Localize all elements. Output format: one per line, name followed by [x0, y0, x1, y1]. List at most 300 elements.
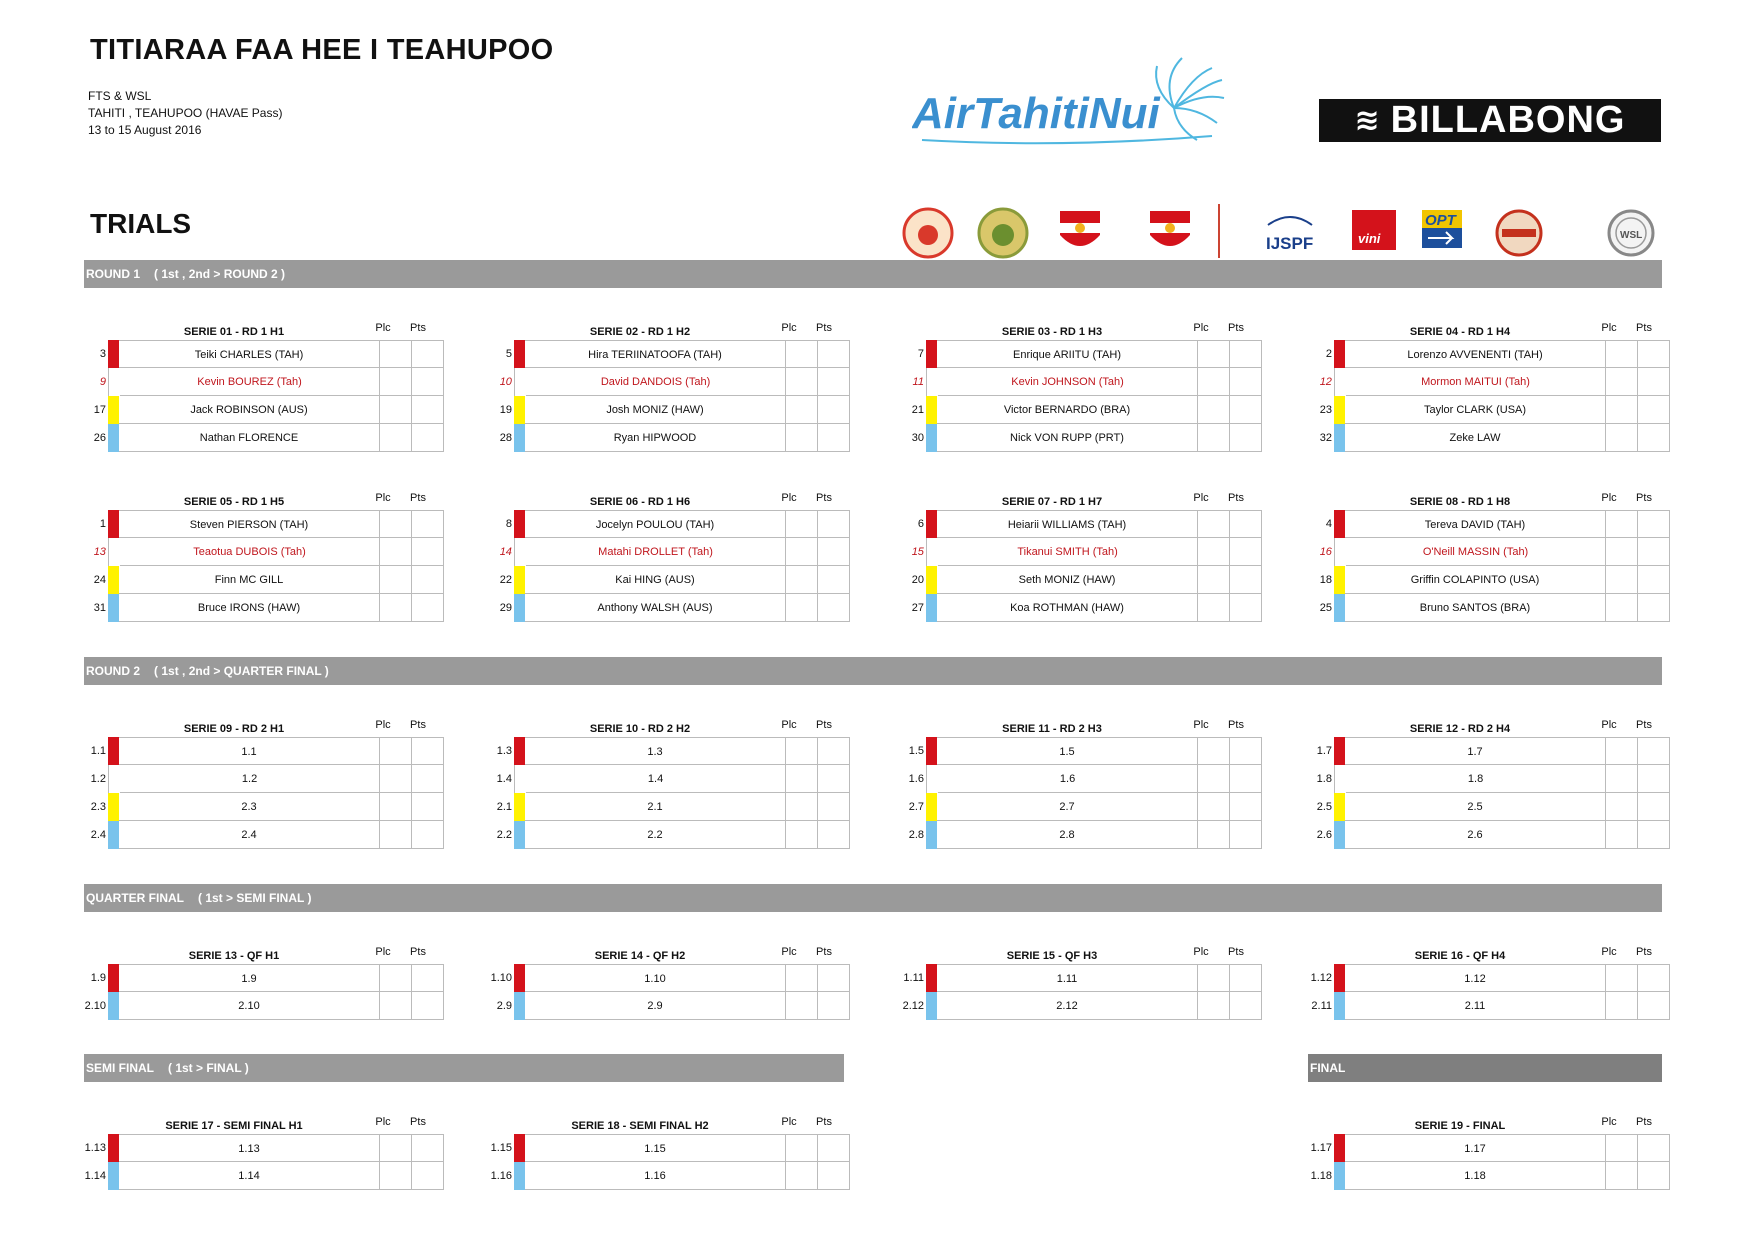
heat-header	[490, 486, 850, 510]
heat-table	[1310, 940, 1670, 1020]
plc-cell[interactable]	[380, 765, 412, 793]
heat-header	[1310, 316, 1670, 340]
plc-cell[interactable]	[786, 340, 818, 368]
plc-cell[interactable]	[786, 1162, 818, 1190]
surfer-name: Steven PIERSON (TAH)	[119, 510, 380, 538]
pts-cell[interactable]	[1638, 821, 1670, 849]
heat-row	[84, 594, 444, 622]
pts-cell[interactable]	[412, 737, 444, 765]
surfer-name: Jocelyn POULOU (TAH)	[525, 510, 786, 538]
heat-row	[1310, 1162, 1670, 1190]
heat-header	[1310, 713, 1670, 737]
round-1-bar	[84, 260, 1662, 288]
pts-cell[interactable]	[412, 1134, 444, 1162]
heat-title: SERIE 07 - RD 1 H7	[1001, 496, 1103, 508]
heat-title: SERIE 03 - RD 1 H3	[1001, 326, 1103, 338]
seed-number: 2.7	[908, 801, 924, 813]
heat-header	[902, 316, 1262, 340]
pts-cell[interactable]	[1230, 594, 1262, 622]
seed-number: 1.3	[496, 745, 512, 757]
jersey-color-swatch	[926, 566, 937, 594]
plc-cell[interactable]	[1198, 793, 1230, 821]
seed-number: 2.5	[1316, 801, 1332, 813]
jersey-color-swatch	[1334, 368, 1346, 396]
pts-cell[interactable]	[1230, 793, 1262, 821]
pts-cell[interactable]	[818, 737, 850, 765]
heat-row	[1310, 510, 1670, 538]
ijspf-text: IJSPF	[1266, 234, 1314, 253]
jersey-color-swatch	[926, 396, 937, 424]
pts-cell[interactable]	[1230, 510, 1262, 538]
plc-cell[interactable]	[380, 594, 412, 622]
pts-header: Pts	[1228, 322, 1244, 334]
pts-cell[interactable]	[818, 1134, 850, 1162]
plc-cell[interactable]	[1606, 340, 1638, 368]
surfer-name: Enrique ARIITU (TAH)	[937, 340, 1198, 368]
plc-cell[interactable]	[1198, 538, 1230, 566]
surfer-name: 1.1	[119, 737, 380, 765]
trials-title: TRIALS	[90, 208, 192, 239]
pts-cell[interactable]	[818, 368, 850, 396]
surfer-name: 2.3	[119, 793, 380, 821]
pts-cell[interactable]	[412, 765, 444, 793]
seed-number: 1.4	[496, 773, 512, 785]
jersey-color-swatch	[108, 964, 119, 992]
surfer-name: 1.12	[1345, 964, 1606, 992]
plc-cell[interactable]	[1606, 538, 1638, 566]
plc-cell[interactable]	[380, 396, 412, 424]
jersey-color-swatch	[108, 396, 119, 424]
pts-cell[interactable]	[818, 424, 850, 452]
surfer-name: Ryan HIPWOOD	[525, 424, 786, 452]
seed-number: 2.12	[902, 1000, 924, 1012]
jersey-color-swatch	[108, 992, 119, 1020]
seed-number: 1.12	[1310, 972, 1332, 984]
semi-final-sub: ( 1st > FINAL )	[168, 1061, 249, 1075]
heat-row	[1310, 765, 1670, 793]
plc-cell[interactable]	[380, 964, 412, 992]
pts-cell[interactable]	[818, 992, 850, 1020]
pts-header: Pts	[1636, 719, 1652, 731]
seed-number: 24	[93, 574, 106, 586]
heat-row	[902, 793, 1262, 821]
pts-cell[interactable]	[1230, 821, 1262, 849]
wsl-logo	[1604, 205, 1658, 261]
pts-cell[interactable]	[412, 992, 444, 1020]
seed-number: 2.11	[1311, 1000, 1332, 1012]
heat-row	[84, 821, 444, 849]
jersey-color-swatch	[1334, 821, 1345, 849]
surfer-name: Nick VON RUPP (PRT)	[937, 424, 1198, 452]
pts-header: Pts	[410, 719, 426, 731]
heat-row	[1310, 964, 1670, 992]
seed-number: 2	[1325, 348, 1332, 360]
heat-row	[902, 964, 1262, 992]
plc-cell[interactable]	[1198, 424, 1230, 452]
heat-header	[84, 940, 444, 964]
seed-number: 1.7	[1316, 745, 1332, 757]
pts-cell[interactable]	[412, 821, 444, 849]
quarter-final-sub: ( 1st > SEMI FINAL )	[198, 891, 312, 905]
seed-number: 1.2	[90, 773, 106, 785]
ministry-equipment-logo	[1142, 205, 1198, 261]
pts-cell[interactable]	[1230, 964, 1262, 992]
semi-final-label: SEMI FINAL	[86, 1061, 154, 1075]
plc-cell[interactable]	[380, 566, 412, 594]
heat-row	[902, 424, 1262, 452]
pts-cell[interactable]	[1638, 765, 1670, 793]
pts-cell[interactable]	[1638, 992, 1670, 1020]
plc-cell[interactable]	[380, 821, 412, 849]
pts-cell[interactable]	[412, 566, 444, 594]
plc-cell[interactable]	[1606, 821, 1638, 849]
heat-row	[1310, 340, 1670, 368]
pts-cell[interactable]	[1638, 737, 1670, 765]
seed-number: 2.1	[496, 801, 512, 813]
pts-cell[interactable]	[1230, 566, 1262, 594]
pts-cell[interactable]	[412, 396, 444, 424]
plc-header: Plc	[375, 946, 391, 958]
plc-cell[interactable]	[380, 992, 412, 1020]
plc-cell[interactable]	[786, 737, 818, 765]
jersey-color-swatch	[514, 594, 525, 622]
plc-header: Plc	[1601, 1116, 1617, 1128]
heat-title: SERIE 13 - QF H1	[188, 950, 280, 962]
heat-row	[84, 793, 444, 821]
plc-cell[interactable]	[380, 510, 412, 538]
pts-header: Pts	[410, 1116, 426, 1128]
jersey-color-swatch	[1334, 765, 1346, 793]
pts-cell[interactable]	[412, 368, 444, 396]
plc-cell[interactable]	[786, 793, 818, 821]
seed-number: 31	[93, 602, 106, 614]
pts-cell[interactable]	[1638, 594, 1670, 622]
air-tahiti-nui-text: AirTahitiNui	[912, 89, 1160, 138]
jersey-color-swatch	[108, 821, 119, 849]
seed-number: 1.10	[490, 972, 512, 984]
pts-cell[interactable]	[1638, 368, 1670, 396]
plc-header: Plc	[781, 492, 797, 504]
seed-number: 2.9	[496, 1000, 512, 1012]
pts-cell[interactable]	[818, 396, 850, 424]
surfer-name: Heiarii WILLIAMS (TAH)	[937, 510, 1198, 538]
pts-cell[interactable]	[1638, 340, 1670, 368]
plc-cell[interactable]	[1606, 594, 1638, 622]
plc-header: Plc	[375, 322, 391, 334]
heat-header	[1310, 940, 1670, 964]
pts-cell[interactable]	[412, 793, 444, 821]
plc-cell[interactable]	[1606, 1134, 1638, 1162]
jersey-color-swatch	[926, 765, 938, 793]
pts-cell[interactable]	[1638, 538, 1670, 566]
plc-cell[interactable]	[1606, 396, 1638, 424]
plc-cell[interactable]	[1606, 1162, 1638, 1190]
pts-cell[interactable]	[818, 566, 850, 594]
plc-cell[interactable]	[1606, 992, 1638, 1020]
seed-number: 1.14	[84, 1170, 106, 1182]
pts-cell[interactable]	[412, 538, 444, 566]
surfer-name: 1.7	[1345, 737, 1606, 765]
seed-number: 2.6	[1316, 829, 1332, 841]
plc-cell[interactable]	[786, 538, 818, 566]
pts-cell[interactable]	[1230, 396, 1262, 424]
plc-cell[interactable]	[380, 424, 412, 452]
surfer-name: 1.16	[525, 1162, 786, 1190]
seed-number: 26	[93, 432, 106, 444]
seed-number: 23	[1319, 404, 1332, 416]
surfer-name: Bruno SANTOS (BRA)	[1345, 594, 1606, 622]
pts-cell[interactable]	[818, 594, 850, 622]
heat-row	[490, 793, 850, 821]
jersey-color-swatch	[926, 424, 937, 452]
seed-number: 19	[499, 404, 512, 416]
pts-cell[interactable]	[412, 594, 444, 622]
plc-cell[interactable]	[380, 538, 412, 566]
plc-cell[interactable]	[786, 368, 818, 396]
seed-number: 1.11	[903, 972, 924, 984]
plc-cell[interactable]	[380, 793, 412, 821]
seed-number: 1.1	[90, 745, 106, 757]
plc-header: Plc	[1193, 492, 1209, 504]
jersey-color-swatch	[1334, 964, 1345, 992]
jersey-color-swatch	[108, 1134, 119, 1162]
ijspf-logo	[1258, 205, 1322, 261]
final-bar	[1308, 1054, 1662, 1082]
plc-cell[interactable]	[1198, 821, 1230, 849]
plc-cell[interactable]	[786, 566, 818, 594]
surfer-name: 1.4	[526, 765, 786, 793]
pts-header: Pts	[410, 946, 426, 958]
heat-table	[1310, 713, 1670, 849]
jersey-color-swatch	[108, 765, 120, 793]
ministry-sports-logo	[1052, 205, 1108, 261]
surfer-name: Kevin BOUREZ (Tah)	[120, 368, 380, 396]
surfer-name: 1.11	[937, 964, 1198, 992]
plc-cell[interactable]	[380, 1162, 412, 1190]
pts-cell[interactable]	[818, 510, 850, 538]
pts-cell[interactable]	[1230, 424, 1262, 452]
jersey-color-swatch	[514, 992, 525, 1020]
pts-cell[interactable]	[818, 793, 850, 821]
jersey-color-swatch	[108, 340, 119, 368]
billabong-text: BILLABONG	[1390, 99, 1626, 141]
pts-cell[interactable]	[1638, 1162, 1670, 1190]
seed-number: 27	[911, 602, 924, 614]
pts-header: Pts	[1228, 492, 1244, 504]
pts-cell[interactable]	[412, 510, 444, 538]
heat-header	[84, 1110, 444, 1134]
seed-number: 1.5	[908, 745, 924, 757]
heat-table	[490, 713, 850, 849]
plc-cell[interactable]	[786, 765, 818, 793]
heat-row	[490, 368, 850, 396]
jersey-color-swatch	[926, 992, 937, 1020]
pts-cell[interactable]	[412, 964, 444, 992]
surfer-name: Hira TERIINATOOFA (TAH)	[525, 340, 786, 368]
jersey-color-swatch	[1334, 566, 1345, 594]
jersey-color-swatch	[926, 821, 937, 849]
heat-row	[1310, 538, 1670, 566]
heat-row	[1310, 793, 1670, 821]
heat-row	[490, 566, 850, 594]
plc-cell[interactable]	[1198, 964, 1230, 992]
pts-cell[interactable]	[818, 964, 850, 992]
wsl-text: WSL	[1620, 230, 1643, 241]
heat-row	[84, 737, 444, 765]
pts-cell[interactable]	[1638, 964, 1670, 992]
pts-cell[interactable]	[1230, 340, 1262, 368]
plc-cell[interactable]	[1606, 737, 1638, 765]
plc-cell[interactable]	[1198, 340, 1230, 368]
plc-header: Plc	[1193, 322, 1209, 334]
seed-number: 17	[93, 404, 106, 416]
pts-cell[interactable]	[412, 1162, 444, 1190]
opt-logo	[1422, 210, 1462, 248]
round-2-label: ROUND 2	[86, 664, 141, 678]
pts-cell[interactable]	[1638, 793, 1670, 821]
plc-header: Plc	[375, 492, 391, 504]
plc-cell[interactable]	[786, 964, 818, 992]
plc-header: Plc	[781, 719, 797, 731]
pts-header: Pts	[1636, 322, 1652, 334]
plc-header: Plc	[1601, 322, 1617, 334]
heat-header	[490, 316, 850, 340]
pts-cell[interactable]	[1638, 510, 1670, 538]
surfer-name: 2.2	[525, 821, 786, 849]
plc-cell[interactable]	[786, 992, 818, 1020]
plc-header: Plc	[781, 1116, 797, 1128]
heat-table	[902, 940, 1262, 1020]
surfer-name: Tikanui SMITH (Tah)	[938, 538, 1198, 566]
heat-row	[84, 566, 444, 594]
jersey-color-swatch	[514, 765, 526, 793]
jersey-color-swatch	[1334, 1134, 1345, 1162]
jersey-color-swatch	[1334, 737, 1345, 765]
pts-cell[interactable]	[412, 340, 444, 368]
pts-cell[interactable]	[1230, 992, 1262, 1020]
plc-cell[interactable]	[1606, 424, 1638, 452]
jersey-color-swatch	[514, 510, 525, 538]
pts-cell[interactable]	[1230, 765, 1262, 793]
plc-cell[interactable]	[1606, 368, 1638, 396]
jersey-color-swatch	[514, 964, 525, 992]
pts-cell[interactable]	[818, 765, 850, 793]
heat-header	[84, 713, 444, 737]
heat-title: SERIE 17 - SEMI FINAL H1	[165, 1120, 303, 1132]
plc-cell[interactable]	[1198, 737, 1230, 765]
heat-title: SERIE 10 - RD 2 H2	[589, 723, 691, 735]
plc-cell[interactable]	[380, 1134, 412, 1162]
pts-header: Pts	[816, 492, 832, 504]
surfer-name: Bruce IRONS (HAW)	[119, 594, 380, 622]
surfer-name: 1.5	[937, 737, 1198, 765]
seed-number: 11	[912, 376, 924, 388]
plc-cell[interactable]	[786, 594, 818, 622]
seed-number: 15	[911, 546, 924, 558]
plc-cell[interactable]	[1198, 396, 1230, 424]
heat-table	[84, 316, 444, 452]
surfer-name: Zeke LAW	[1345, 424, 1606, 452]
surfer-name: Finn MC GILL	[119, 566, 380, 594]
pts-cell[interactable]	[818, 538, 850, 566]
surfer-name: 2.11	[1345, 992, 1606, 1020]
pts-cell[interactable]	[818, 1162, 850, 1190]
heat-table	[490, 1110, 850, 1190]
plc-cell[interactable]	[1198, 566, 1230, 594]
plc-header: Plc	[375, 1116, 391, 1128]
plc-cell[interactable]	[1606, 765, 1638, 793]
plc-cell[interactable]	[786, 424, 818, 452]
plc-cell[interactable]	[786, 396, 818, 424]
air-tahiti-nui-logo	[912, 48, 1257, 148]
surfer-name: 2.4	[119, 821, 380, 849]
heat-table	[1310, 316, 1670, 452]
surfer-name: Koa ROTHMAN (HAW)	[937, 594, 1198, 622]
plc-cell[interactable]	[1606, 793, 1638, 821]
pts-cell[interactable]	[1638, 1134, 1670, 1162]
pts-cell[interactable]	[1230, 538, 1262, 566]
plc-cell[interactable]	[1198, 594, 1230, 622]
plc-cell[interactable]	[1198, 765, 1230, 793]
seed-number: 13	[93, 546, 106, 558]
pts-cell[interactable]	[818, 340, 850, 368]
pts-cell[interactable]	[818, 821, 850, 849]
plc-cell[interactable]	[1198, 510, 1230, 538]
pts-cell[interactable]	[1638, 566, 1670, 594]
heat-row	[490, 510, 850, 538]
pts-cell[interactable]	[1638, 424, 1670, 452]
plc-cell[interactable]	[1606, 510, 1638, 538]
seed-number: 9	[99, 376, 106, 388]
jersey-color-swatch	[926, 510, 937, 538]
heat-row	[84, 765, 444, 793]
heat-table	[902, 713, 1262, 849]
heat-row	[490, 340, 850, 368]
jersey-color-swatch	[108, 737, 119, 765]
billabong-logo	[1319, 99, 1661, 142]
seed-number: 8	[505, 518, 512, 530]
heat-row	[490, 424, 850, 452]
heat-header	[490, 1110, 850, 1134]
plc-cell[interactable]	[1606, 566, 1638, 594]
pts-cell[interactable]	[1230, 368, 1262, 396]
jersey-color-swatch	[926, 737, 937, 765]
plc-cell[interactable]	[380, 368, 412, 396]
heat-table	[490, 316, 850, 452]
heat-row	[490, 765, 850, 793]
pts-cell[interactable]	[1638, 396, 1670, 424]
plc-cell[interactable]	[786, 821, 818, 849]
plc-cell[interactable]	[380, 340, 412, 368]
heat-table	[84, 486, 444, 622]
heat-row	[1310, 992, 1670, 1020]
heat-header	[902, 486, 1262, 510]
logo-separator	[1218, 204, 1220, 258]
seed-number: 1.6	[908, 773, 924, 785]
plc-cell[interactable]	[786, 1134, 818, 1162]
surfer-name: 2.10	[119, 992, 380, 1020]
pts-cell[interactable]	[1230, 737, 1262, 765]
plc-cell[interactable]	[1606, 964, 1638, 992]
plc-cell[interactable]	[786, 510, 818, 538]
plc-cell[interactable]	[1198, 368, 1230, 396]
heat-row	[1310, 821, 1670, 849]
heat-header	[902, 940, 1262, 964]
plc-cell[interactable]	[1198, 992, 1230, 1020]
surfer-name: 1.3	[525, 737, 786, 765]
plc-cell[interactable]	[380, 737, 412, 765]
pts-cell[interactable]	[412, 424, 444, 452]
